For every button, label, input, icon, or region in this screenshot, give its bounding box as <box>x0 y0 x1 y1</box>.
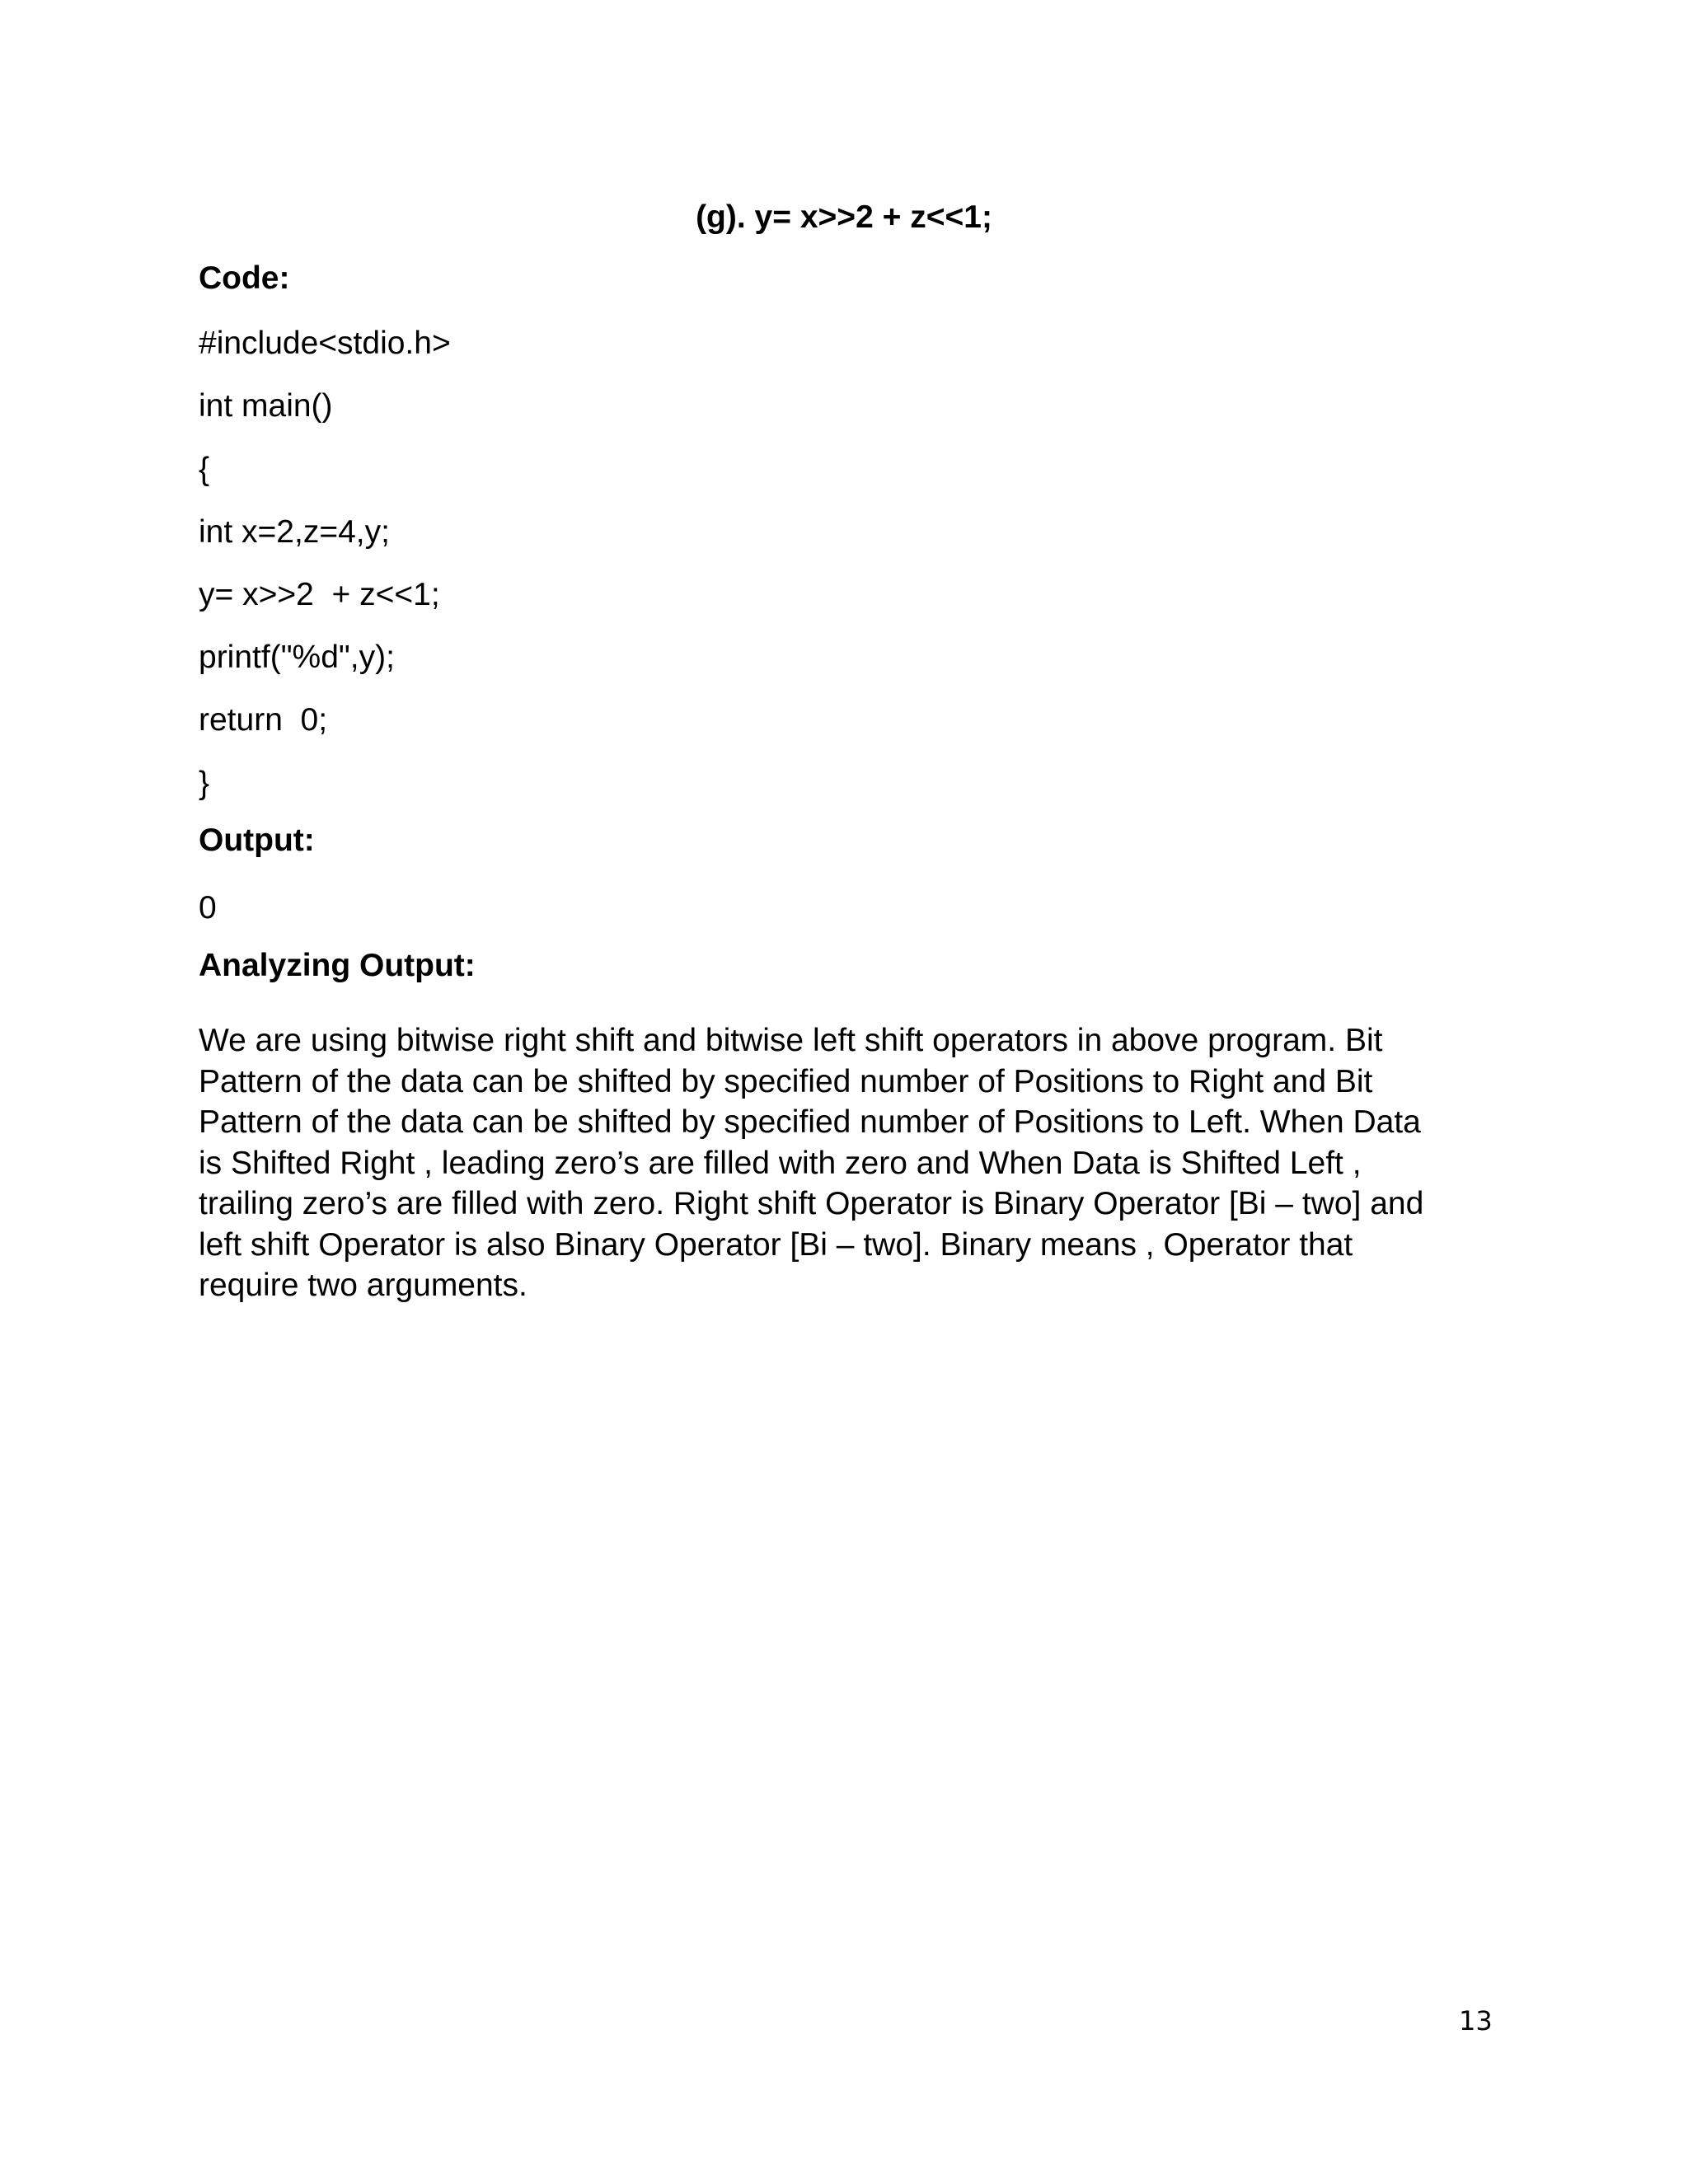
code-line: int main() <box>199 388 333 424</box>
section-heading: (g). y= x>>2 + z<<1; <box>696 199 992 235</box>
analysis-line: Pattern of the data can be shifted by specified number of Positions to Right and Bit <box>199 1063 1373 1099</box>
analysis-line: Pattern of the data can be shifted by specified number of Positions to Left. When Data <box>199 1104 1421 1140</box>
code-line: } <box>199 766 210 801</box>
analysis-line: left shift Operator is also Binary Operator [Bi – two]. Binary means , Operator that <box>199 1226 1353 1263</box>
code-label: Code: <box>199 260 290 296</box>
output-value: 0 <box>199 890 217 926</box>
output-label: Output: <box>199 823 315 858</box>
code-line: #include<stdio.h> <box>199 326 451 361</box>
analysis-line: We are using bitwise right shift and bitwise left shift operators in above program. Bit <box>199 1023 1383 1058</box>
analysis-paragraph <box>199 1020 1484 1306</box>
code-line: y= x>>2 + z<<1; <box>199 577 440 612</box>
analysis-line: is Shifted Right , leading zero’s are filled with zero and When Data is Shifted Left , <box>199 1145 1362 1181</box>
code-line: { <box>199 452 210 487</box>
code-line: printf("%d",y); <box>199 640 395 675</box>
page-number: 13 <box>1459 2005 1493 2036</box>
code-line: return 0; <box>199 702 328 738</box>
analysis-line: require two arguments. <box>199 1268 528 1303</box>
analysis-label: Analyzing Output: <box>199 948 476 983</box>
analysis-line: trailing zero’s are filled with zero. Right shift Operator is Binary Operator [Bi – two] and <box>199 1186 1424 1221</box>
code-line: int x=2,z=4,y; <box>199 514 390 550</box>
